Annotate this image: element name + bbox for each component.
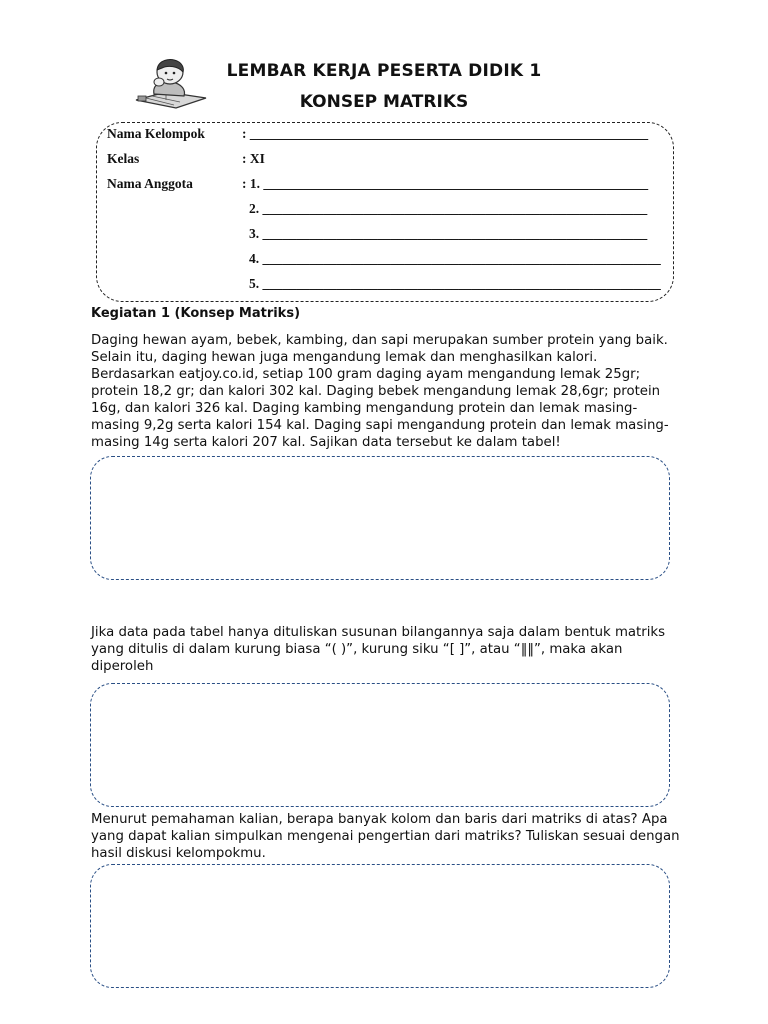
activity-paragraph-1: Daging hewan ayam, bebek, kambing, dan sapi merupakan sumber protein yang baik. Selain itu, daging hewan juga mengandung lemak dan menghasilkan kalori. Berdasarkan eatjoy.co.id, setiap 100 gram daging ayam mengandung lemak 25gr; protein 18,2 gr; dan kalori 302 kal. Daging bebek mengandung lemak 28,6gr; protein 16g, dan kalori 326 kal. Daging kambing mengandung protein dan lemak masing-masing 9,2g serta kalori 154 kal. Daging sapi mengandung protein dan lemak masing-masing 14g serta kalori 207 kal. Sajikan data tersebut ke dalam tabel! (91, 333, 669, 450)
member-field-2[interactable]: 2. _________________________________________________________ (249, 201, 648, 216)
member-field-1[interactable]: : 1. _________________________________________________________ (242, 176, 649, 191)
class-label: Kelas (107, 151, 140, 166)
member-field-5[interactable]: 5. ___________________________________________________________ (249, 276, 661, 291)
answer-box-conclusion[interactable] (90, 864, 670, 988)
page-subtitle: KONSEP MATRIKS (299, 92, 469, 112)
member-field-3[interactable]: 3. _________________________________________________________ (249, 226, 648, 241)
answer-box-table[interactable] (90, 456, 670, 580)
activity-paragraph-3: Menurut pemahaman kalian, berapa banyak kolom dan baris dari matriks di atas? Apa yang dapat kalian simpulkan mengenai pengertian dari matriks? Tuliskan sesuai dengan hasil diskusi kelompokmu. (91, 812, 680, 861)
group-name-label: Nama Kelompok (107, 126, 205, 141)
answer-box-matrix[interactable] (90, 683, 670, 807)
activity-heading: Kegiatan 1 (Konsep Matriks) (91, 306, 301, 321)
members-label: Nama Anggota (107, 176, 193, 191)
member-field-4[interactable]: 4. ___________________________________________________________ (249, 251, 661, 266)
activity-paragraph-2: Jika data pada tabel hanya dituliskan susunan bilangannya saja dalam bentuk matriks yang ditulis di dalam kurung biasa “( )”, kurung siku “[ ]”, atau “‖‖”, maka akan diperoleh (91, 625, 666, 674)
class-value: : XI (242, 151, 265, 166)
group-name-field[interactable]: : ___________________________________________________________ (242, 126, 649, 141)
page-title: LEMBAR KERJA PESERTA DIDIK 1 (226, 61, 542, 81)
